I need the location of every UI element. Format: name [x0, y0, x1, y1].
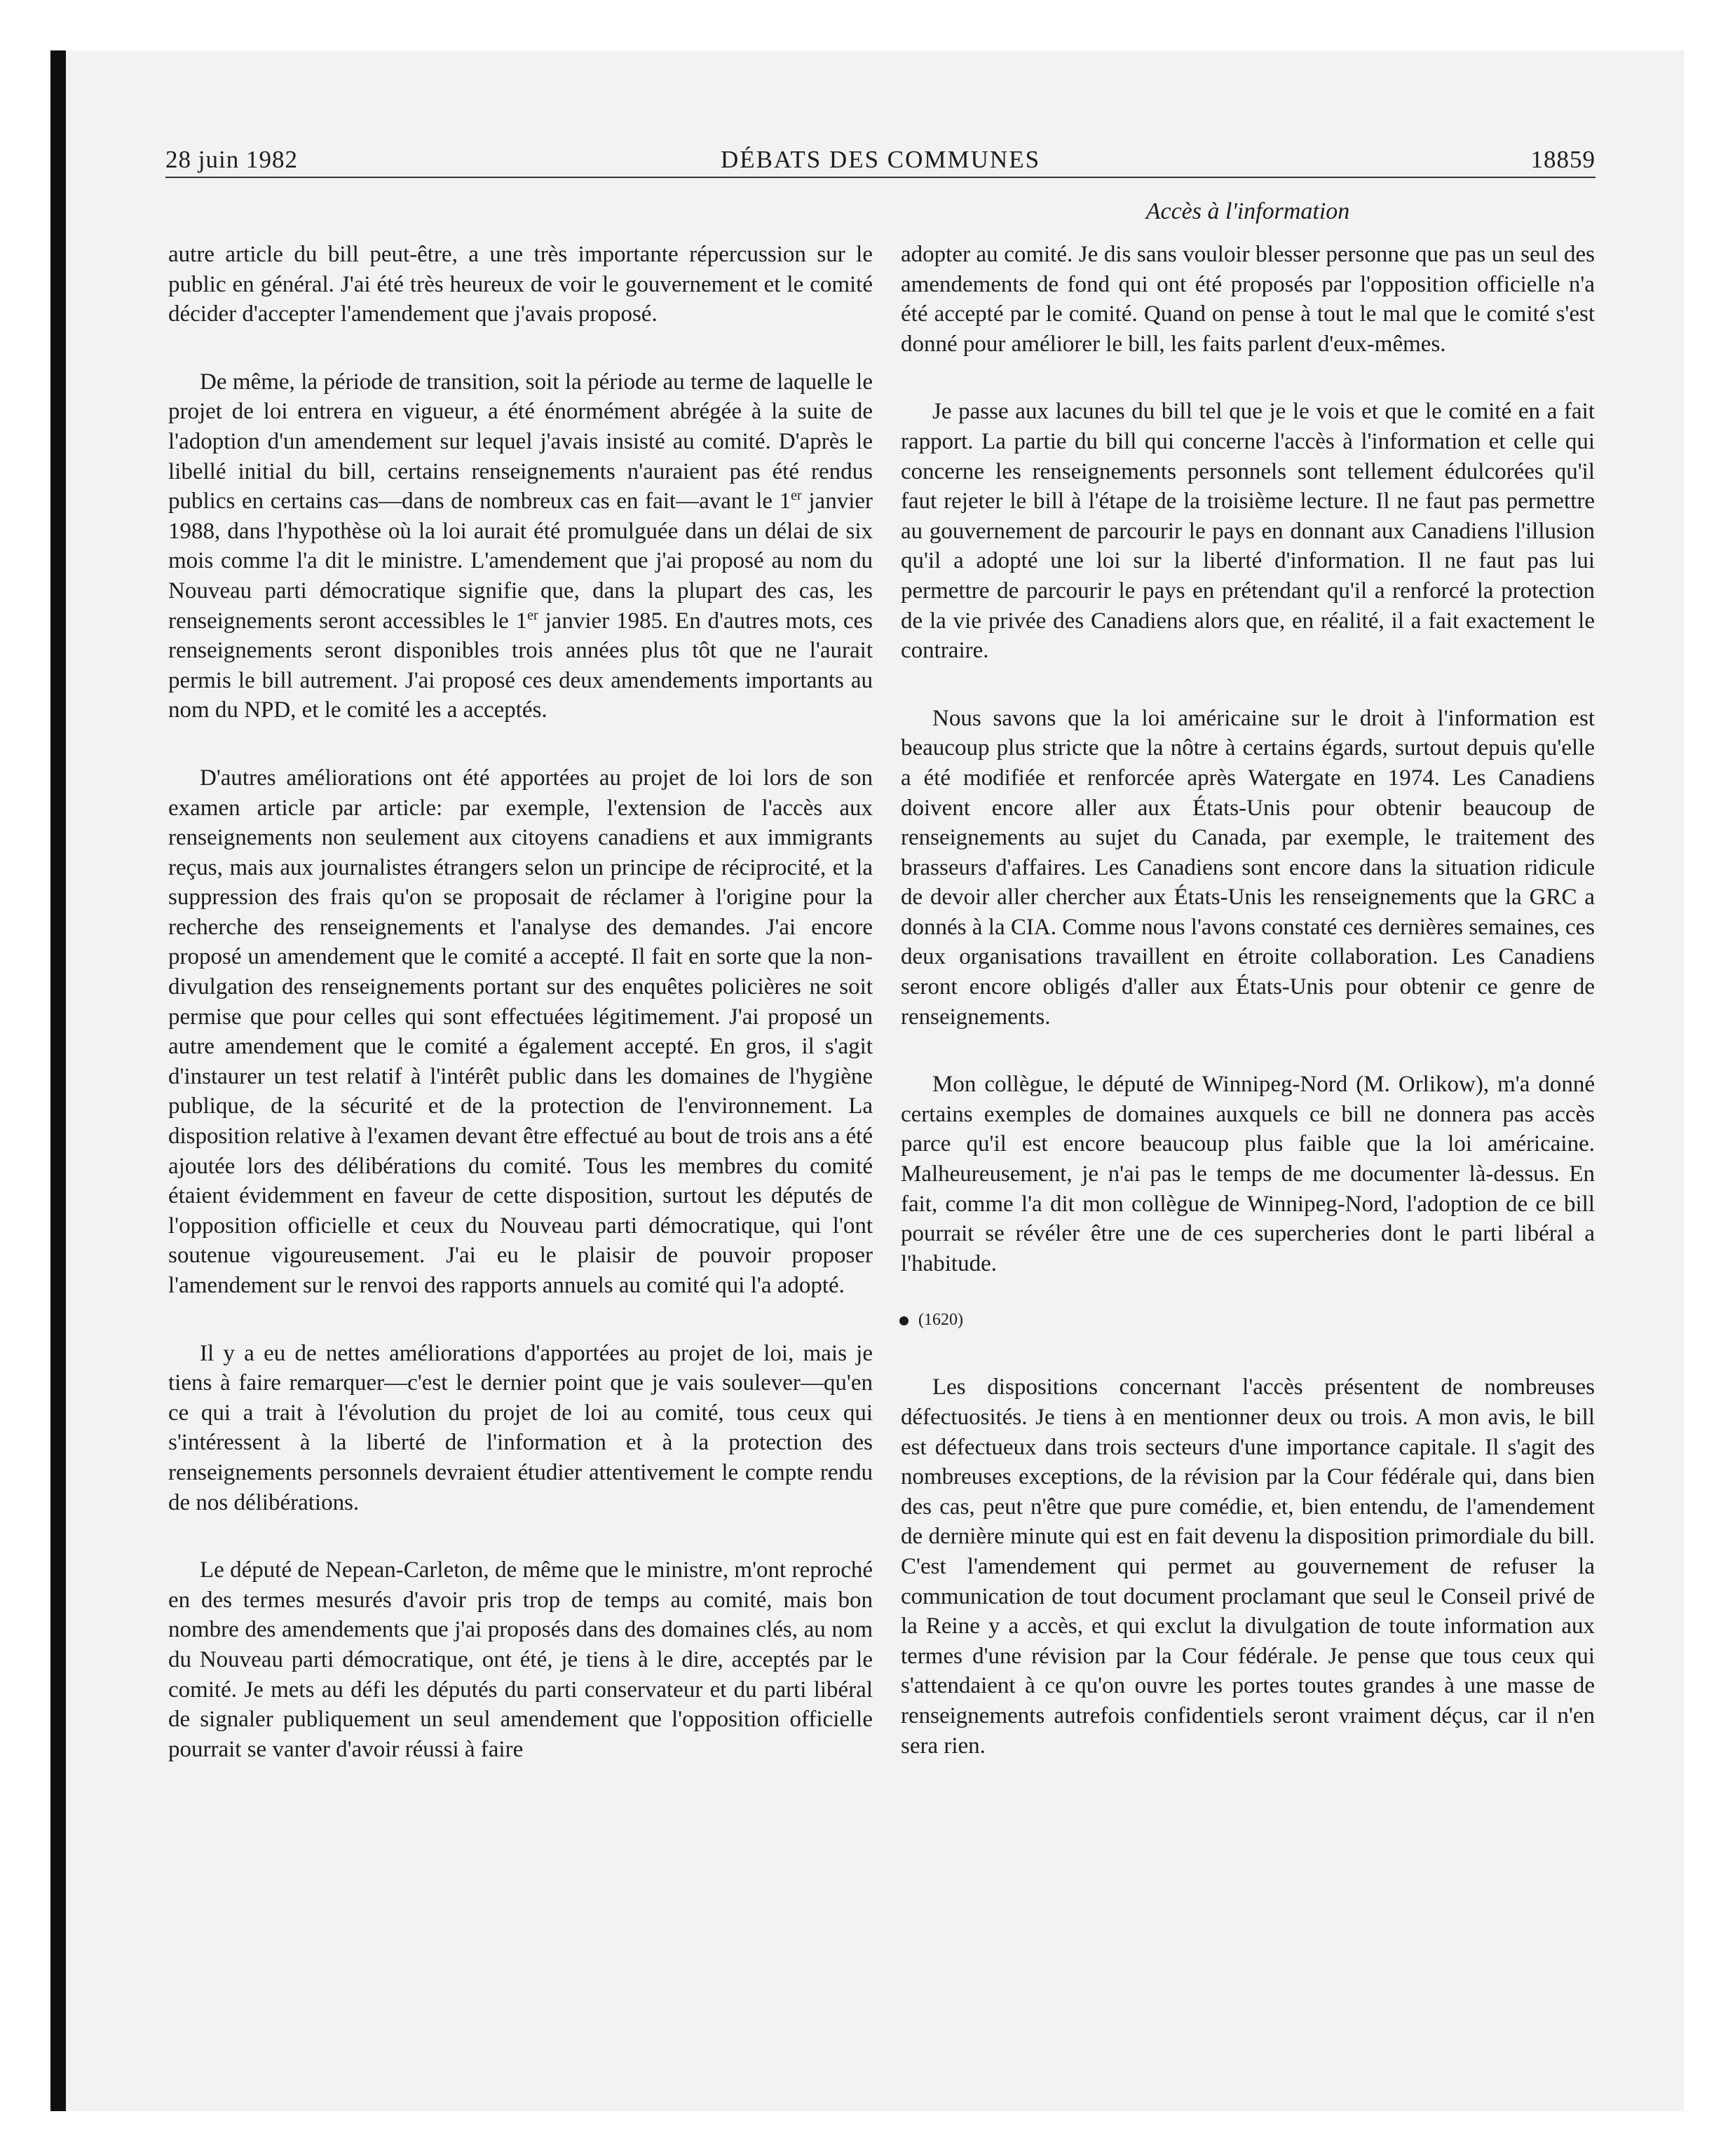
- paragraph: Je passe aux lacunes du bill tel que je le vois et que le comité en a fait rapport. La partie du bill qui concerne l'accès à l'information et celle qui concerne les renseignements personnels sont tellement édulcorées qu'il faut rejeter le bill à l'étape de la troisième lecture. Il ne faut pas permettre au gouvernement de parcourir le pays en donnant aux Canadiens l'illusion qu'il a adopté une loi sur la liberté d'information. Il ne faut pas lui permettre de parcourir le pays en prétendant qu'il a renforcé la protection de la vie privée des Canadiens alors que, en réalité, il a fait exactement le contraire.: [901, 399, 1595, 664]
- paragraph: Il y a eu de nettes améliorations d'apportées au projet de loi, mais je tiens à faire remarquer—c'est le dernier point que je vais soulever—qu'en ce qui a trait à l'évolution du projet de loi au comité, tous ceux qui s'intéressent à la liberté de l'information et à la protection des renseignements personnels devraient étudier attentivement le compte rendu de nos délibérations.: [168, 1340, 873, 1515]
- paragraph: Le député de Nepean-Carleton, de même que le ministre, m'ont reproché en des termes mesurés d'avoir pris trop de temps au comité, mais bon nombre des amendements que j'ai proposés dans des domaines clés, au nom du Nouveau parti démocratique, ont été, je tiens à le dire, acceptés par le comité. Je mets au défi les députés du parti conservateur et du parti libéral de signaler publiquement un seul amendement que l'opposition officielle pourrait se vanter d'avoir réussi à faire: [168, 1557, 873, 1762]
- time-marker: [899, 1309, 1595, 1330]
- paragraph: De même, la période de transition, soit la période au terme de laquelle le projet de loi entrera en vigueur, a été énormément abrégée à la suite de l'adoption d'un amendement sur lequel j'avais insisté au comité. D'après le libellé initial du bill, certains renseignements n'auraient pas été rendus publics en certains cas—dans de nombreux cas en fait—avant le 1er janvier 1988, dans l'hypothèse où la loi aurait été promulguée dans un délai de six mois comme l'a dit le ministre. L'amendement que j'ai proposé au nom du Nouveau parti démocratique signifie que, dans la plupart des cas, les renseignements seront accessibles le 1er janvier 1985. En d'autres mots, ces renseignements seront disponibles trois années plus tôt que ne l'aurait permis le bill autrement. J'ai proposé ces deux amendements importants au nom du NPD, et le comité les a acceptés.: [168, 369, 873, 723]
- paragraph: adopter au comité. Je dis sans vouloir blesser personne que pas un seul des amendements de fond qui ont été proposés par l'opposition officielle n'a été accepté par le comité. Quand on pense à tout le mal que le comité s'est donné pour améliorer le bill, les faits parlent d'eux-mêmes.: [901, 242, 1595, 357]
- time-marker-label: (1620): [918, 1311, 963, 1330]
- left-column: [168, 240, 873, 1802]
- bullet-icon: [899, 1316, 909, 1325]
- paragraph: Les dispositions concernant l'accès présentent de nombreuses défectuosités. Je tiens à en mentionner deux ou trois. A mon avis, le bill est défectueux dans trois secteurs d'une importance capitale. Il s'agit des nombreuses exceptions, de la révision par la Cour fédérale qui, dans bien des cas, peut n'être que pure comédie, et, bien entendu, de l'amendement de dernière minute qui est en fait devenu la disposition primordiale du bill. C'est l'amendement qui permet au gouvernement de refuser la communication de tout document proclamant que seul le Conseil privé de la Reine y a accès, et qui exclut la divulgation de toute information aux termes d'une révision par la Cour fédérale. Je pense que tous ceux qui s'attendaient à ce qu'on ouvre les portes toutes grandes à une masse de renseignements autrefois confidentiels seront vraiment déçus, car il n'en sera rien.: [901, 1374, 1595, 1759]
- section-title: Accès à l'information: [1145, 198, 1350, 224]
- scan-edge: [50, 50, 66, 2111]
- page-header: [165, 146, 1595, 181]
- paragraph: D'autres améliorations ont été apportées au projet de loi lors de son examen article par article: par exemple, l'extension de l'accès aux renseignements non seulement aux citoyens canadiens et aux immigrants reçus, mais aux journalistes étrangers selon un principe de réciprocité, et la suppression des frais qu'on se proposait de réclamer à l'origine pour la recherche des renseignements et l'analyse des demandes. J'ai encore proposé un amendement que le comité a accepté. Il fait en sorte que la non-divulgation des renseignements portant sur des enquêtes policières ne soit permise que pour celles qui sont effectuées légitimement. J'ai proposé un autre amendement que le comité a également accepté. En gros, il s'agit d'instaurer un test relatif à l'intérêt public dans les domaines de l'hygiène publique, de la sécurité et de la protection de l'environnement. La disposition relative à l'examen devant être effectué au bout de trois ans a été ajoutée lors des délibérations du comité. Tous les membres du comité étaient évidemment en faveur de cette disposition, surtout les députés de l'opposition officielle et ceux du Nouveau parti démocratique, qui l'ont soutenue vigoureusement. J'ai eu le plaisir de pouvoir proposer l'amendement sur le renvoi des rapports annuels au comité qui l'a adopté.: [168, 765, 873, 1298]
- paragraph: Mon collègue, le député de Winnipeg-Nord (M. Orlikow), m'a donné certains exemples de domaines auxquels ce bill ne donnera pas accès parce qu'il est encore beaucoup plus faible que la loi américaine. Malheureusement, je n'ai pas le temps de me documenter là-dessus. En fait, comme l'a dit mon collègue de Winnipeg-Nord, l'adoption de ce bill pourrait se révéler être une de ces supercheries dont le parti libéral a l'habitude.: [901, 1072, 1595, 1276]
- header-date: 28 juin 1982: [165, 146, 298, 173]
- header-title: DÉBATS DES COMMUNES: [720, 146, 1041, 173]
- paragraph: Nous savons que la loi américaine sur le droit à l'information est beaucoup plus stricte que la nôtre à certains égards, surtout depuis qu'elle a été modifiée et renforcée après Watergate en 1974. Les Canadiens doivent encore aller aux États-Unis pour obtenir beaucoup de renseignements au sujet du Canada, par exemple, le traitement des brasseurs d'affaires. Les Canadiens sont encore dans la situation ridicule de devoir aller chercher aux États-Unis les renseignements que la GRC a donnés à la CIA. Comme nous l'avons constaté ces dernières semaines, ces deux organisations travaillent en étroite collaboration. Les Canadiens seront encore obligés d'aller aux États-Unis pour obtenir ce genre de renseignements.: [901, 705, 1595, 1030]
- right-column: [901, 240, 1595, 1799]
- header-page-number: 18859: [1530, 146, 1595, 173]
- paragraph: autre article du bill peut-être, a une très importante répercussion sur le public en général. J'ai été très heureux de voir le gouvernement et le comité décider d'accepter l'amendement que j'avais proposé.: [168, 242, 873, 327]
- header-rule: [165, 177, 1595, 178]
